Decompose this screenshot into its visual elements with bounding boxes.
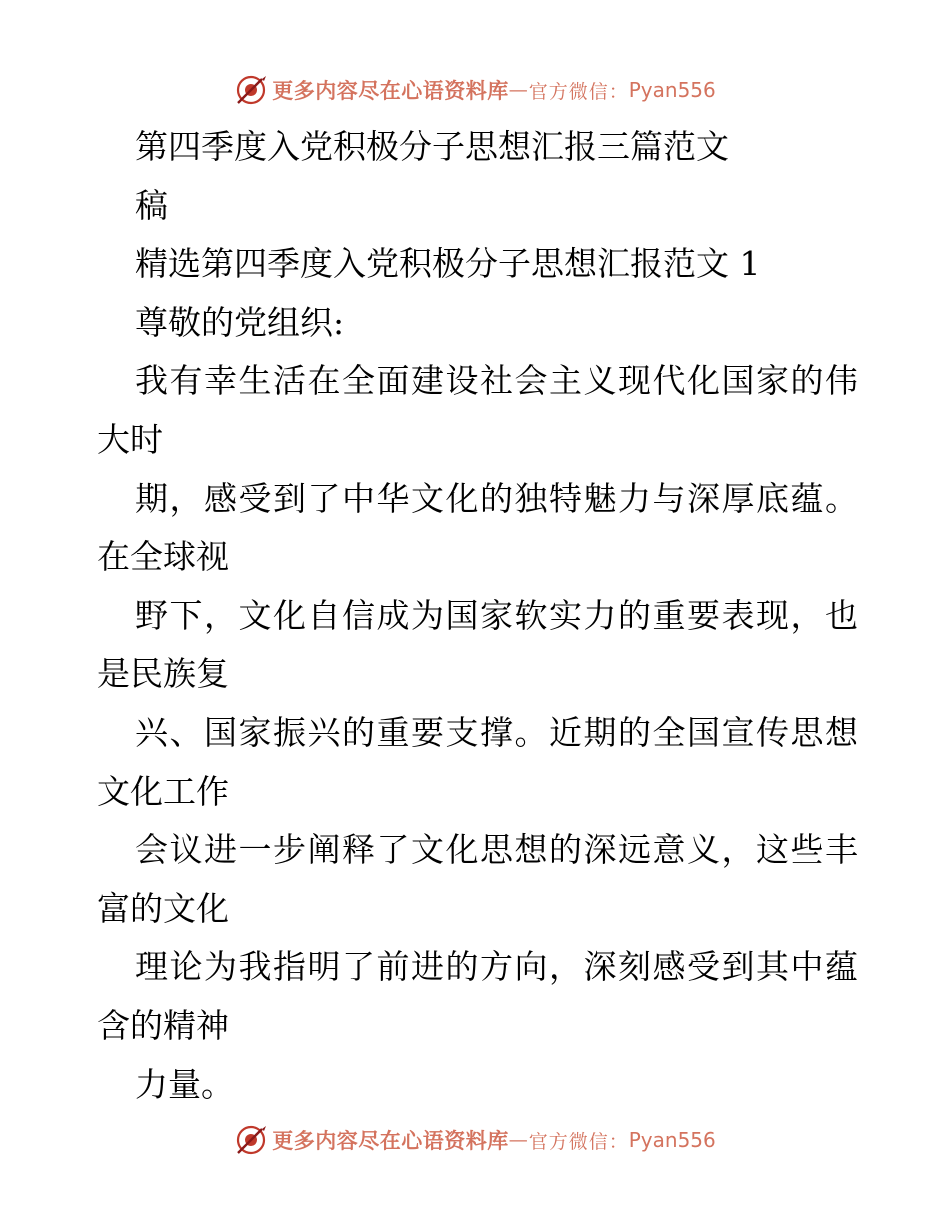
header-banner [0, 70, 950, 110]
body-line: 会议进一步阐释了文化思想的深远意义，这些丰 [135, 830, 860, 870]
banner-dash: — [508, 1129, 529, 1151]
body-line: 野下，文化自信成为国家软实力的重要表现，也 [135, 595, 860, 635]
footer-banner [0, 1120, 950, 1160]
body-line: 含的精神 [97, 1005, 229, 1045]
salutation: 尊敬的党组织: [135, 302, 345, 342]
banner-sub-text: 官方微信： [528, 1130, 629, 1153]
banner-wechat-id: Pyan556 [628, 78, 716, 102]
banner-main-text: 更多内容尽在心语资料库 [272, 1128, 509, 1153]
body-line: 兴、国家振兴的重要支撑。近期的全国宣传思想 [135, 712, 860, 752]
body-line: 期，感受到了中华文化的独特魅力与深厚底蕴。 [135, 478, 860, 518]
banner-sub-text: 官方微信： [528, 80, 629, 103]
title-line-2: 稿 [135, 185, 168, 225]
body-line: 文化工作 [97, 771, 229, 811]
title-line-1: 第四季度入党积极分子思想汇报三篇范文 [135, 127, 729, 166]
body-line: 理论为我指明了前进的方向，深刻感受到其中蕴 [135, 947, 860, 987]
body-line: 在全球视 [97, 537, 229, 577]
body-line: 大时 [97, 419, 163, 459]
body-line: 富的文化 [97, 888, 229, 928]
subtitle: 精选第四季度入党积极分子思想汇报范文 1 [135, 244, 761, 284]
body-line: 是民族复 [97, 654, 229, 694]
banner-dash: — [508, 79, 529, 101]
body-line: 我有幸生活在全面建设社会主义现代化国家的伟 [135, 361, 860, 401]
document-body [97, 118, 860, 1114]
banner-main-text: 更多内容尽在心语资料库 [272, 78, 509, 103]
body-line: 力量。 [135, 1064, 234, 1104]
banner-wechat-id: Pyan556 [628, 1128, 716, 1152]
quill-seal-logo-icon [234, 73, 268, 107]
quill-seal-logo-icon [234, 1123, 268, 1157]
